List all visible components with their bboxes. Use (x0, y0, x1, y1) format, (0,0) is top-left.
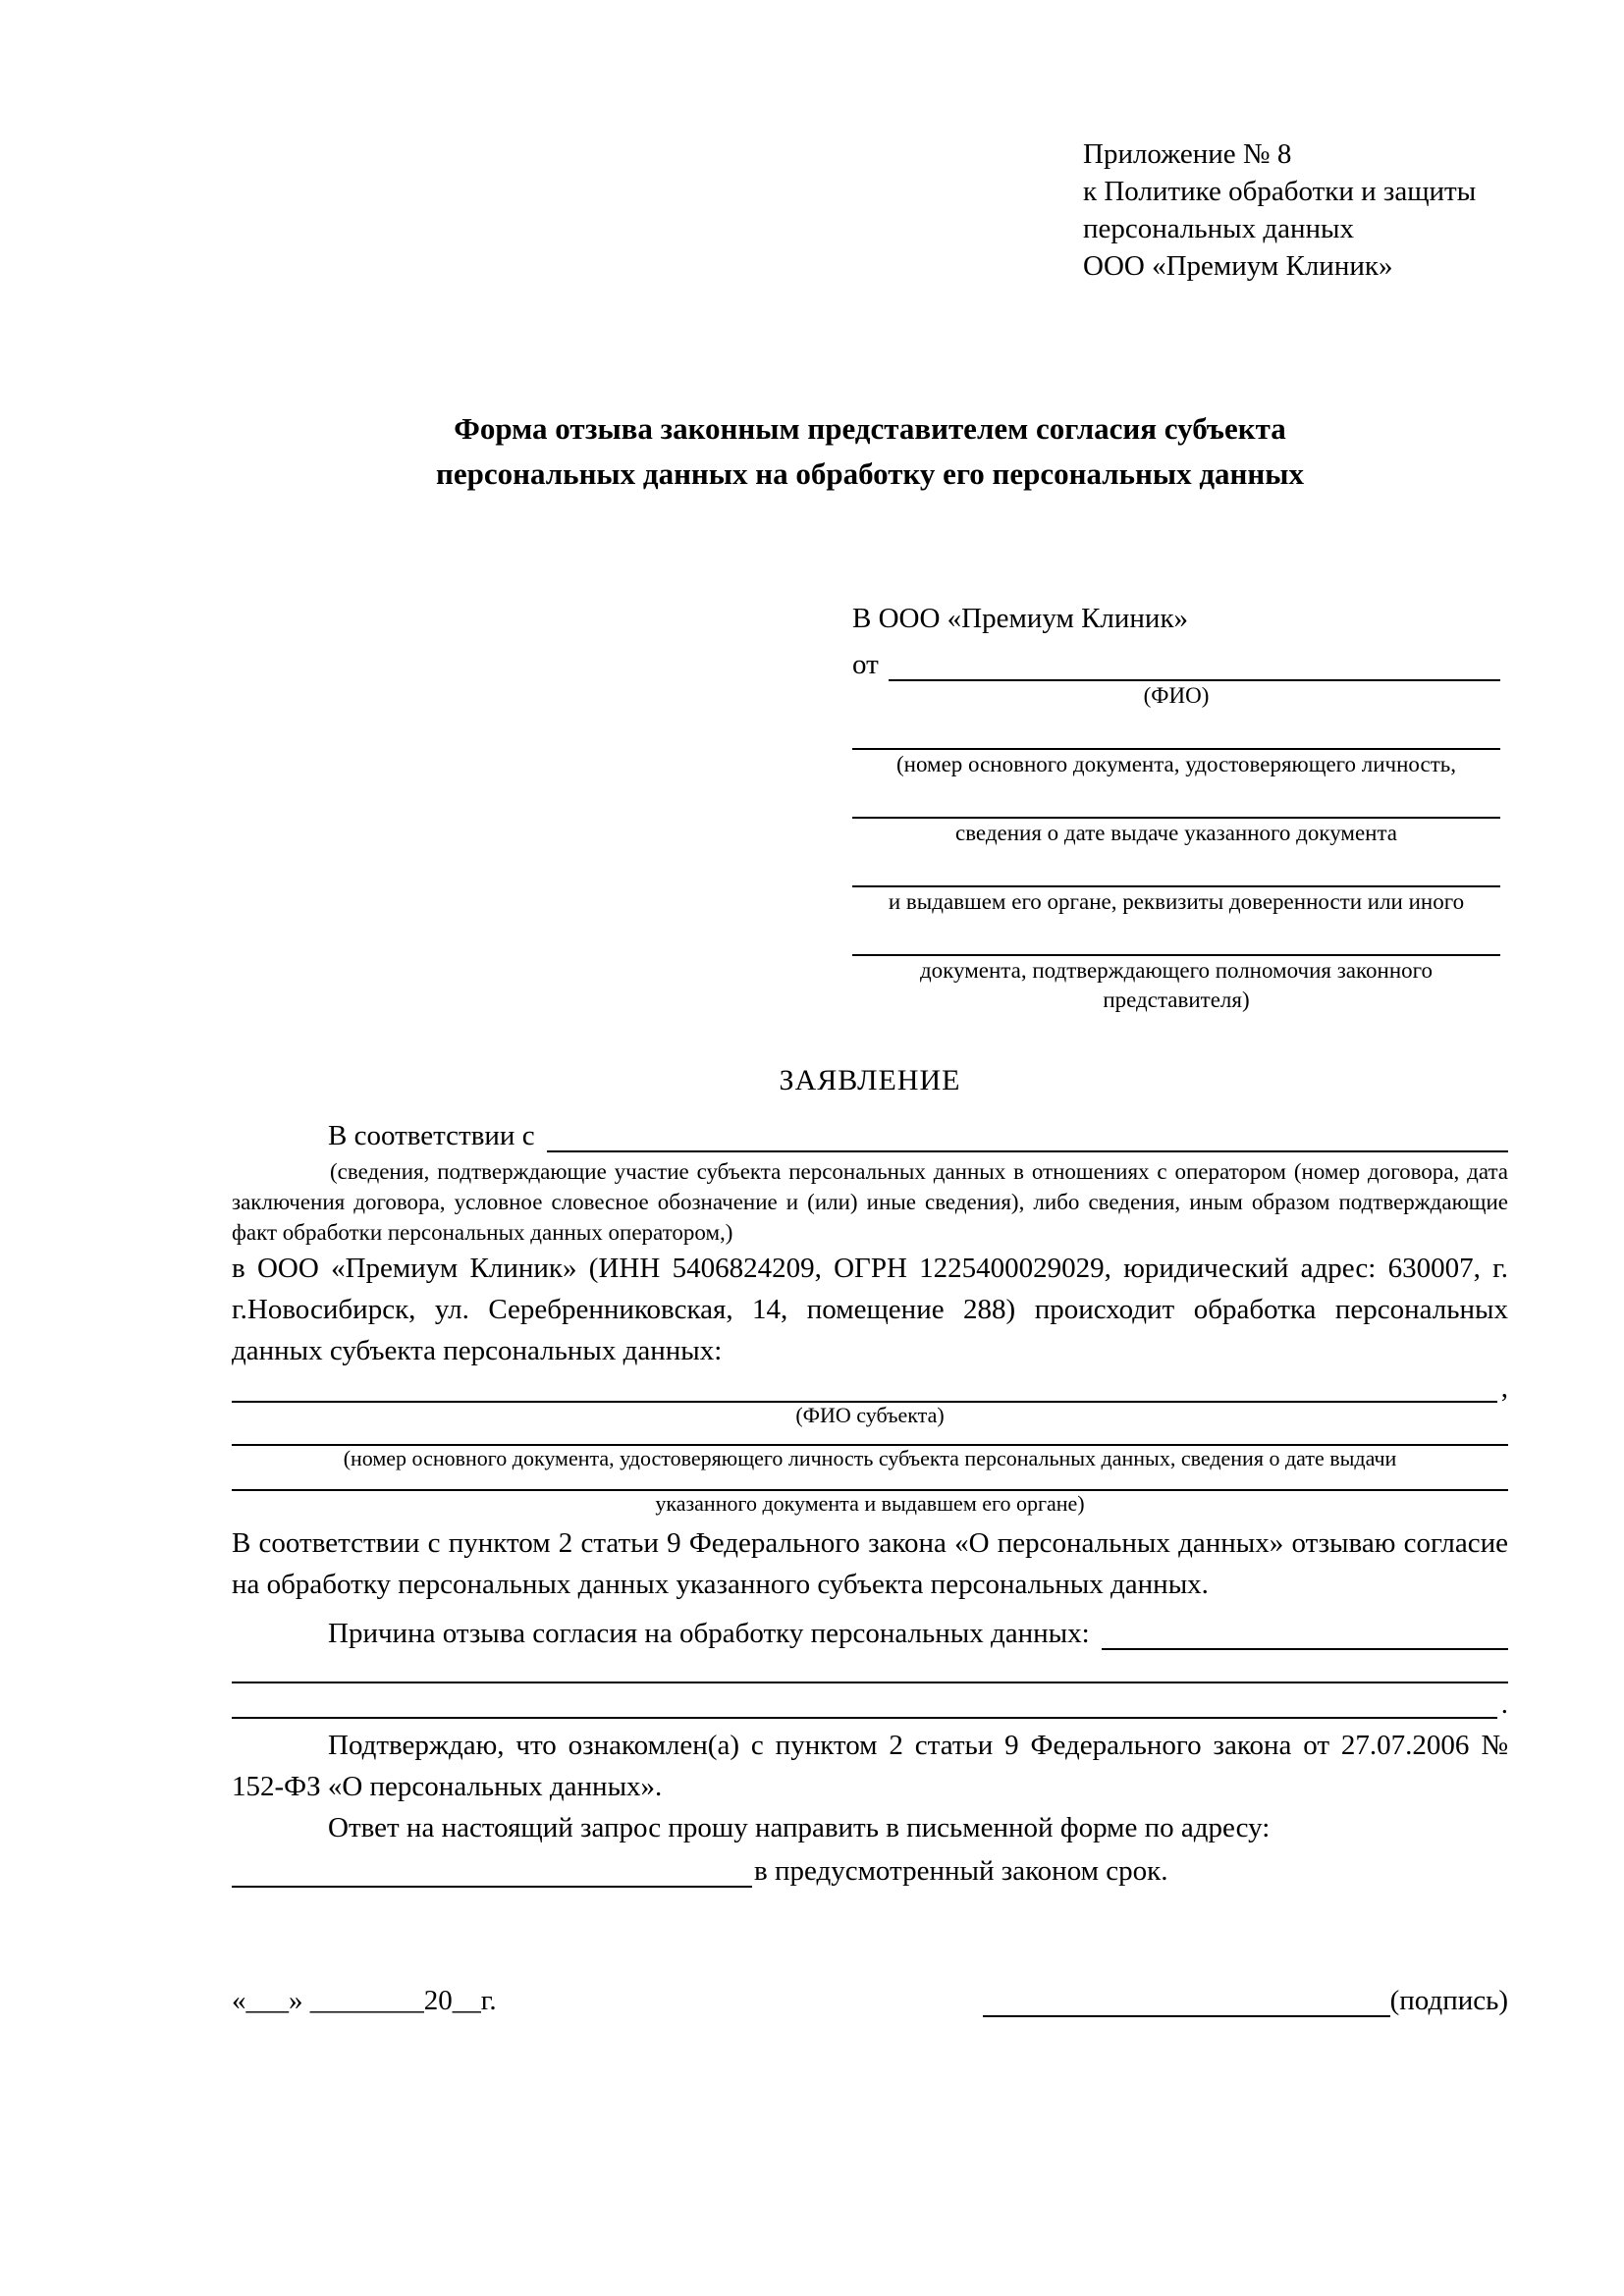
fine-print: (сведения, подтверждающие участие субъекта персональных данных в отношениях с оператором (номер договора, дата заключения договора, условное словесное обозначение и (или) иные сведения), либо сведения, иным образом подтверждающие факт обработки персональных данных оператором,) (232, 1159, 1508, 1245)
appendix-header (1083, 135, 1508, 285)
withdraw-paragraph: В соответствии с пунктом 2 статьи 9 Федерального закона «О персональных данных» отзываю согласие на обработку персональных данных указанного субъекта персональных данных. (232, 1527, 1508, 1600)
reason-label: Причина отзыва согласия на обработку персональных данных: (328, 1618, 1090, 1649)
reason-row (232, 1609, 1508, 1650)
appendix-line: ООО «Премиум Клиник» (1083, 250, 1393, 282)
form-title (232, 406, 1508, 497)
reply-paragraph: Ответ на настоящий запрос прошу направить в письменной форме по адресу: (328, 1812, 1271, 1843)
fio-blank-line (889, 636, 1500, 681)
blank-line (852, 779, 1500, 819)
operator-paragraph: в ООО «Премиум Клиник» (ИНН 5406824209, ОГРН 1225400029029, юридический адрес: 630007, г. г.Новосибирск, ул. Серебренниковская, 14, помещение 288) происходит обработка персональных данных субъекта персональных данных: (232, 1253, 1508, 1366)
signature-group (983, 1982, 1508, 2017)
blank-line-row (232, 1683, 1508, 1719)
address-blank-line (232, 1846, 752, 1888)
appendix-line: персональных данных (1083, 213, 1355, 244)
subject-fio-caption: (ФИО субъекта) (795, 1403, 945, 1427)
recipient-block (852, 599, 1500, 1015)
appendix-line: Приложение № 8 (1083, 138, 1292, 170)
blank-line-caption: документа, подтверждающего полномочия законного представителя) (919, 958, 1433, 1012)
reply-tail: в предусмотренный законом срок. (754, 1855, 1168, 1887)
date-field: «___» ________20__г. (232, 1985, 497, 2016)
signature-caption: (подпись) (1389, 1985, 1508, 2016)
confirm-paragraph: Подтверждаю, что ознакомлен(а) с пунктом 2 статьи 9 Федерального закона от 27.07.2006 № 152-ФЗ «О персональных данных». (232, 1730, 1508, 1802)
accordance-label: В соответствии с (328, 1120, 535, 1151)
blank-line-caption: и выдавшем его органе, реквизиты доверенности или иного (888, 889, 1465, 914)
form-title-line: персональных данных на обработку его персональных данных (436, 456, 1304, 491)
appendix-line: к Политике обработки и защиты (1083, 176, 1477, 207)
statement-heading: ЗАЯВЛЕНИЕ (779, 1064, 961, 1096)
blank-line (852, 848, 1500, 887)
reason-blank-line (1102, 1607, 1508, 1650)
subject-doc-caption: указанного документа и выдавшем его органе) (655, 1491, 1085, 1516)
subject-fio-blank-line (232, 1371, 1497, 1403)
blank-line-caption: сведения о дате выдаче указанного документа (954, 821, 1398, 845)
signature-blank-line (983, 1982, 1390, 2017)
subject-fio-row (232, 1371, 1508, 1403)
subject-fio-trail: , (1500, 1372, 1508, 1404)
blank-line (852, 917, 1500, 956)
from-row (852, 638, 1500, 681)
blank-line-trail: . (1500, 1688, 1508, 1720)
blank-line-caption: (номер основного документа, удостоверяющего личность, (895, 752, 1456, 776)
address-row (232, 1848, 1508, 1888)
blank-line (232, 1683, 1497, 1719)
document-content (232, 135, 1508, 2017)
accordance-blank-line (547, 1109, 1508, 1152)
subject-doc-caption: (номер основного документа, удостоверяющего личность субъекта персональных данных, сведения о дате выдачи (343, 1446, 1397, 1470)
from-label: от (852, 649, 879, 680)
blank-line (852, 711, 1500, 750)
accordance-row (232, 1111, 1508, 1152)
fio-caption: (ФИО) (1143, 683, 1210, 708)
blank-line (232, 1650, 1508, 1683)
recipient-to: В ООО «Премиум Клиник» (852, 603, 1189, 634)
blank-line (232, 1471, 1508, 1491)
footer-row (232, 1982, 1508, 2017)
form-title-line: Форма отзыва законным представителем согласия субъекта (454, 411, 1286, 446)
blank-line (232, 1428, 1508, 1446)
